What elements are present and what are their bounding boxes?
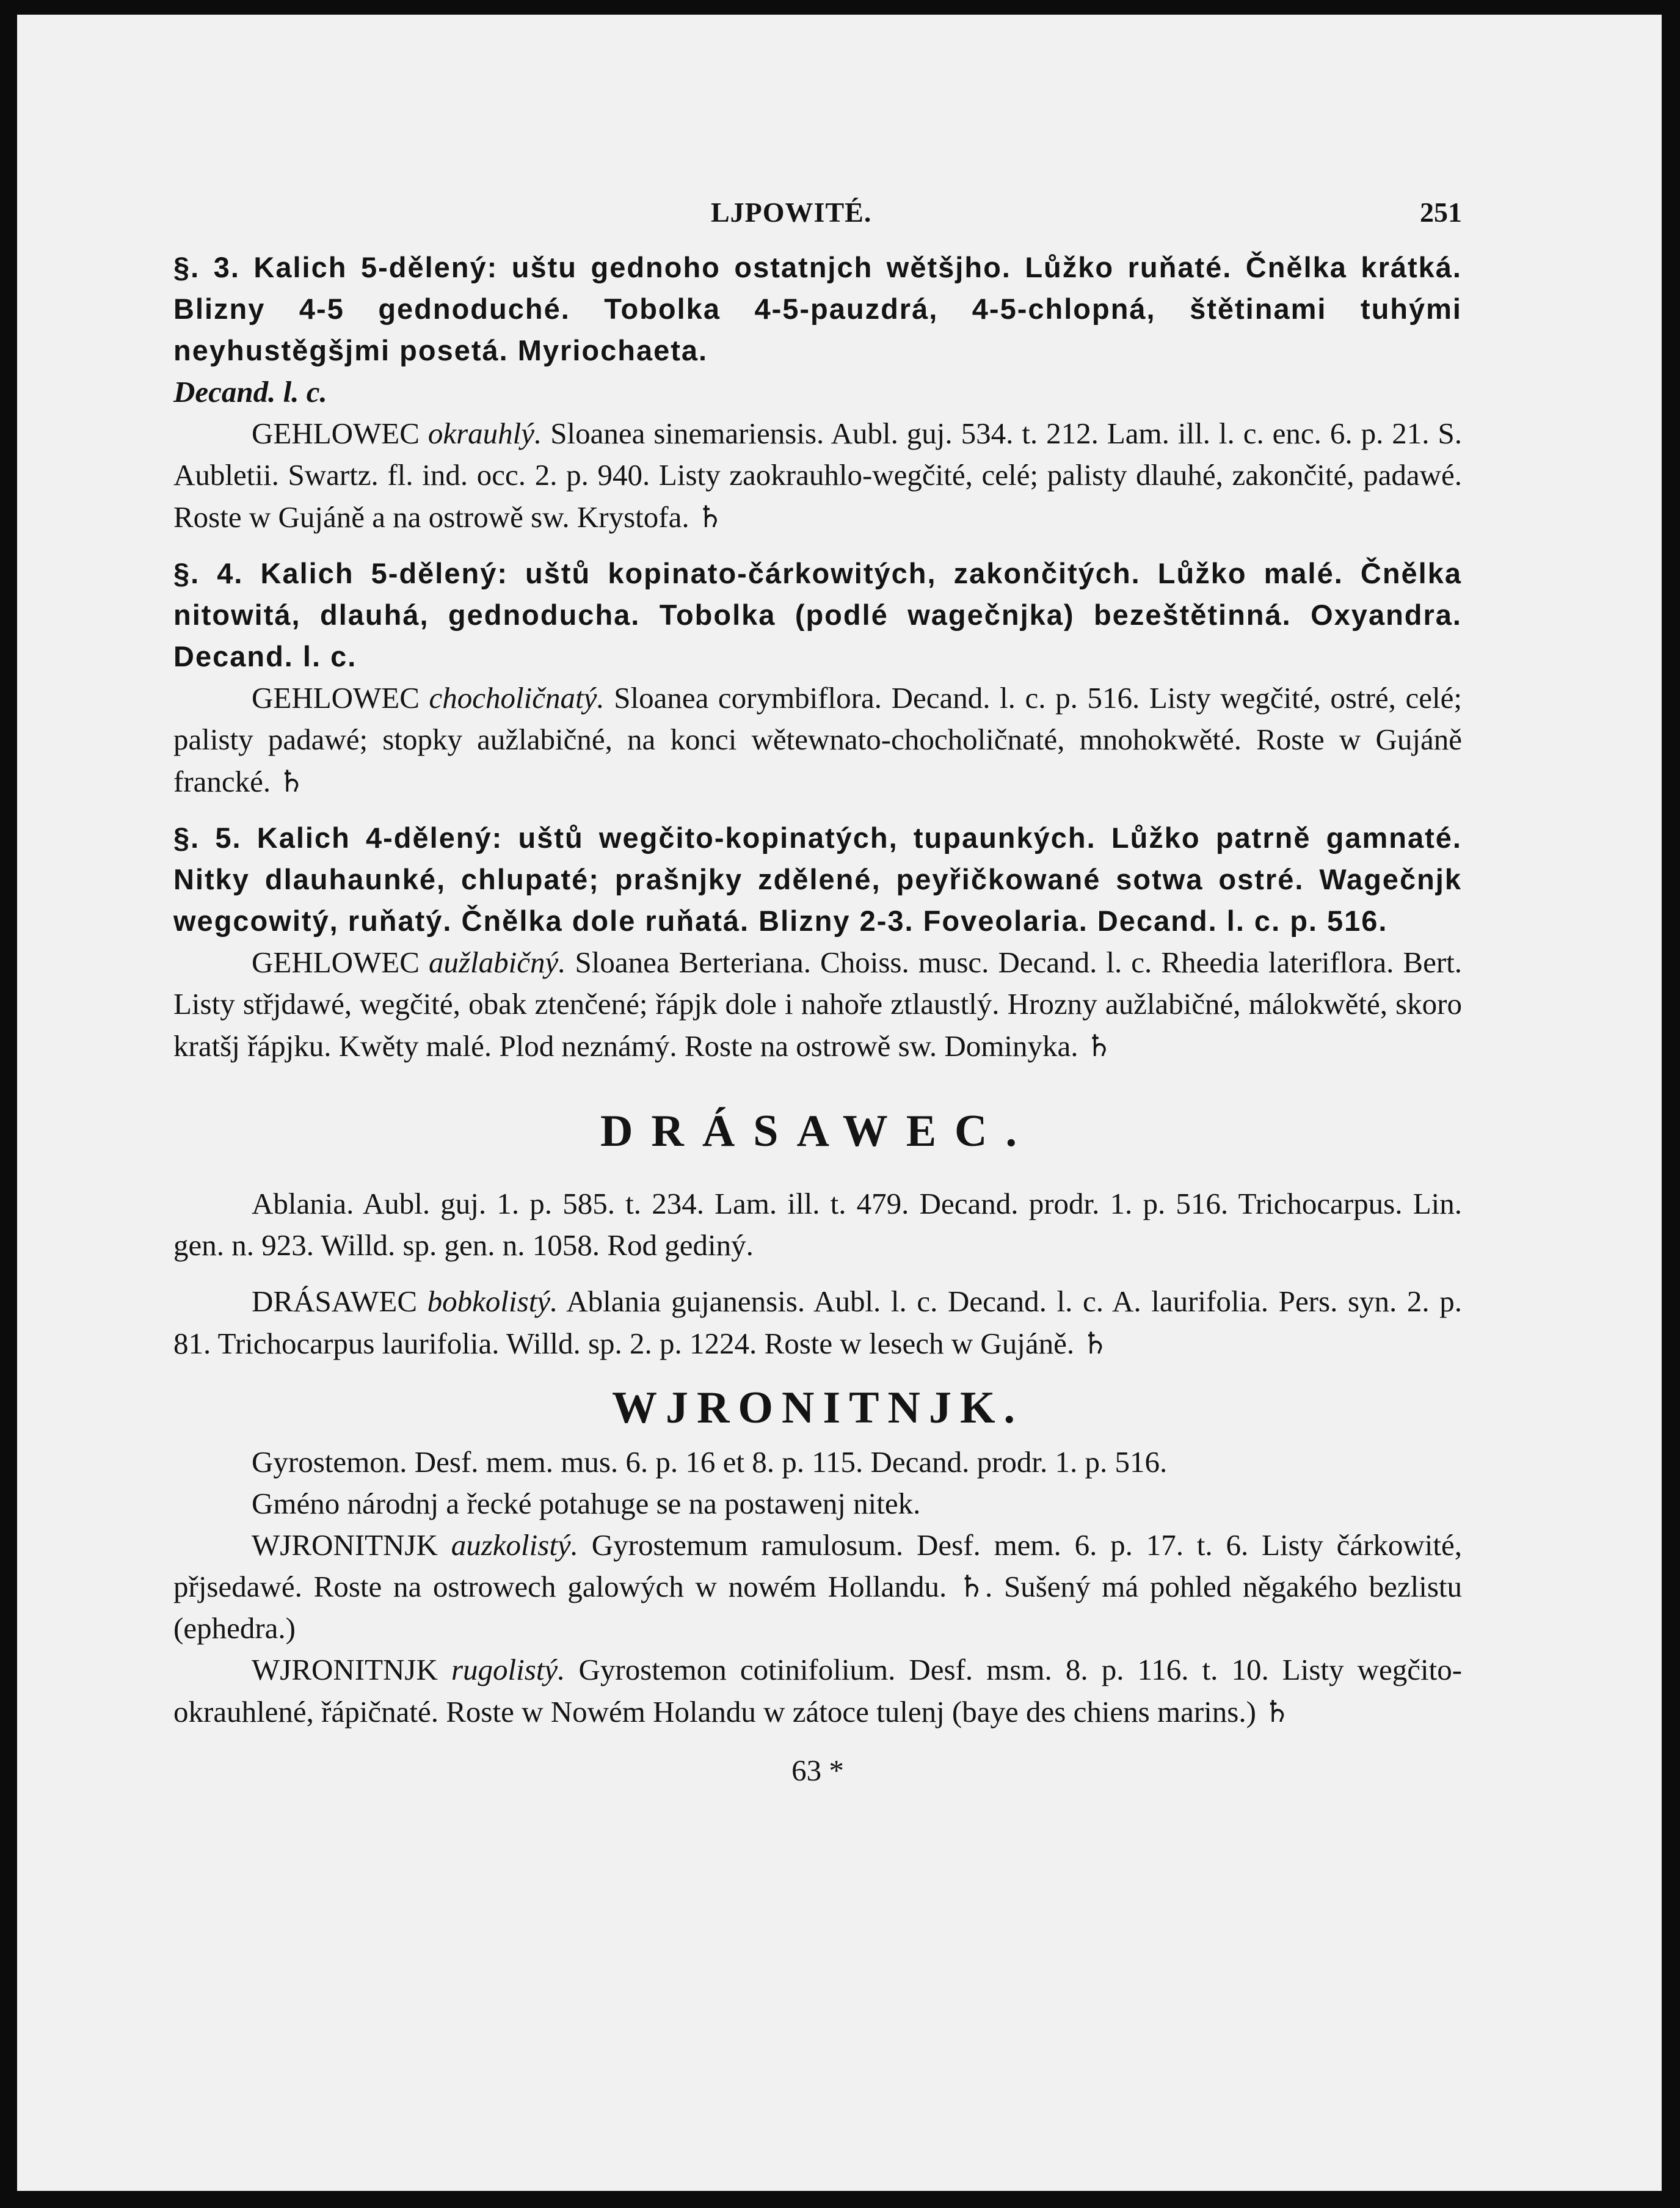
running-head — [173, 192, 1462, 247]
section-5-description: §. 5. Kalich 4-dělený: uštů wegčito-kopinatých, tupaunkých. Lůžko patrně gamnaté. Nitky dlauhaunké, chlupaté; prašnjky zdělené, peyřičkowané sotwa ostré. Wagečnjk wegcowitý, ruňatý. Čnělka dole ruňatá. Blizny 2-3. Foveolaria. Decand. l. c. p. 516. — [173, 822, 1462, 937]
tree-symbol-icon: ♄ — [1085, 1028, 1113, 1063]
section-3-description: §. 3. Kalich 5-dělený: uštu gednoho ostatnjch wětšjho. Lůžko ruňaté. Čnělka krátká. Blizny 4-5 gednoduché. Tobolka 4-5-pauzdrá, 4-5-chlopná, štětinami tuhými neyhustěgšjmi posetá. Myriochaeta. — [173, 251, 1462, 366]
species-okrauhly — [173, 413, 1462, 538]
genus-intro-line-1: Gyrostemon. Desf. mem. mus. 6. p. 16 et 8. p. 115. Decand. prodr. 1. p. 516. — [252, 1445, 1168, 1479]
species-auzkolisty — [173, 1525, 1462, 1649]
species-epithet: bobkolistý. — [427, 1284, 558, 1318]
species-text: Sloanea sinemariensis. Aubl. guj. 534. t. 212. Lam. ill. l. c. enc. 6. p. 21. S. Aubletii. Swartz. fl. ind. occ. 2. p. 940. Listy zaokrauhlo-wegčité, celé; palisty dlauhé, zakončité, padawé. Roste w Gujáně a na ostrowě sw. Krystofa. — [173, 417, 1463, 534]
scanned-page — [17, 15, 1662, 2191]
tree-symbol-icon: ♄ — [1082, 1325, 1109, 1361]
species-epithet: rugolistý. — [451, 1653, 565, 1686]
species-name: WJRONITNJK — [252, 1528, 438, 1562]
species-epithet: auzkolistý. — [451, 1528, 578, 1562]
section-4-description: §. 4. Kalich 5-dělený: uštů kopinato-čárkowitých, zakončitých. Lůžko malé. Čnělka nitowitá, dlauhá, gednoducha. Tobolka (podlé wagečnjka) bezeštětinná. Oxyandra. Decand. l. c. — [173, 557, 1462, 672]
species-bobkolisty — [173, 1281, 1462, 1365]
section-3-reference: Decand. l. c. — [173, 375, 327, 409]
species-name: GEHLOWEC — [252, 417, 420, 450]
species-text: Gyrostemon cotinifolium. Desf. msm. 8. p. 116. t. 10. Listy wegčito-okrauhlené, řápičnaté. Roste w Nowém Holandu w zátoce tulenj (baye des chiens marins.) — [173, 1653, 1463, 1729]
species-name: WJRONITNJK — [252, 1653, 438, 1686]
tree-symbol-icon: ♄ — [696, 499, 724, 534]
running-title: LJPOWITÉ. — [711, 197, 872, 228]
genus-heading-wjronitnjk: WJRONITNJK. — [611, 1383, 1024, 1433]
tree-symbol-icon: ♄ — [1264, 1694, 1291, 1729]
species-epithet: okrauhlý. — [427, 417, 542, 450]
page-content — [173, 175, 1462, 1791]
species-epithet: chocholičnatý. — [429, 681, 605, 715]
species-text: Ablania gujanensis. Aubl. l. c. Decand. l. c. A. laurifolia. Pers. syn. 2. p. 81. Trichocarpus laurifolia. Willd. sp. 2. p. 1224. Roste w lesech w Gujáně. — [173, 1284, 1463, 1360]
species-text: Gyrostemum ramulosum. Desf. mem. 6. p. 17. t. 6. Listy čárkowité, přjsedawé. Roste na ostrowech galowých w nowém Hollandu. ♄. Sušený má pohled něgakého bezlistu (ephedra.) — [173, 1528, 1463, 1645]
tree-symbol-icon: ♄ — [278, 763, 305, 799]
species-name: DRÁSAWEC — [252, 1284, 418, 1318]
signature-mark: 63 * — [791, 1754, 844, 1787]
species-text: Sloanea Berteriana. Choiss. musc. Decand. l. c. Rheedia lateriflora. Bert. Listy střjdawé, wegčité, obak ztenčené; řápjk dole i nahoře ztlaustlý. Hrozny aužlabičné, málokwěté, skoro kratšj řápjku. Kwěty malé. Plod neznámý. Roste na ostrowě sw. Dominyka. — [173, 946, 1462, 1063]
genus-heading-drasawec: DRÁSAWEC. — [600, 1106, 1035, 1156]
genus-intro-drasawec: Ablania. Aubl. guj. 1. p. 585. t. 234. Lam. ill. t. 479. Decand. prodr. 1. p. 516. Trichocarpus. Lin. gen. n. 923. Willd. sp. gen. n. 1058. Rod gediný. — [173, 1187, 1462, 1262]
species-epithet: aužlabičný. — [428, 946, 566, 979]
species-rugolisty — [173, 1649, 1462, 1733]
genus-intro-line-2: Gméno národnj a řecké potahuge se na postawenj nitek. — [252, 1487, 921, 1520]
page-number: 251 — [1420, 197, 1462, 228]
species-text: Sloanea corymbiflora. Decand. l. c. p. 516. Listy wegčité, ostré, celé; palisty padawé; stopky aužlabičné, na konci wětewnato-chocholičnaté, mnohokwěté. Roste w Gujáně francké. — [173, 681, 1462, 798]
species-chocholicnaty — [173, 677, 1462, 803]
species-auzlabicny — [173, 942, 1462, 1067]
species-name: GEHLOWEC — [252, 946, 420, 979]
species-name: GEHLOWEC — [252, 681, 420, 715]
